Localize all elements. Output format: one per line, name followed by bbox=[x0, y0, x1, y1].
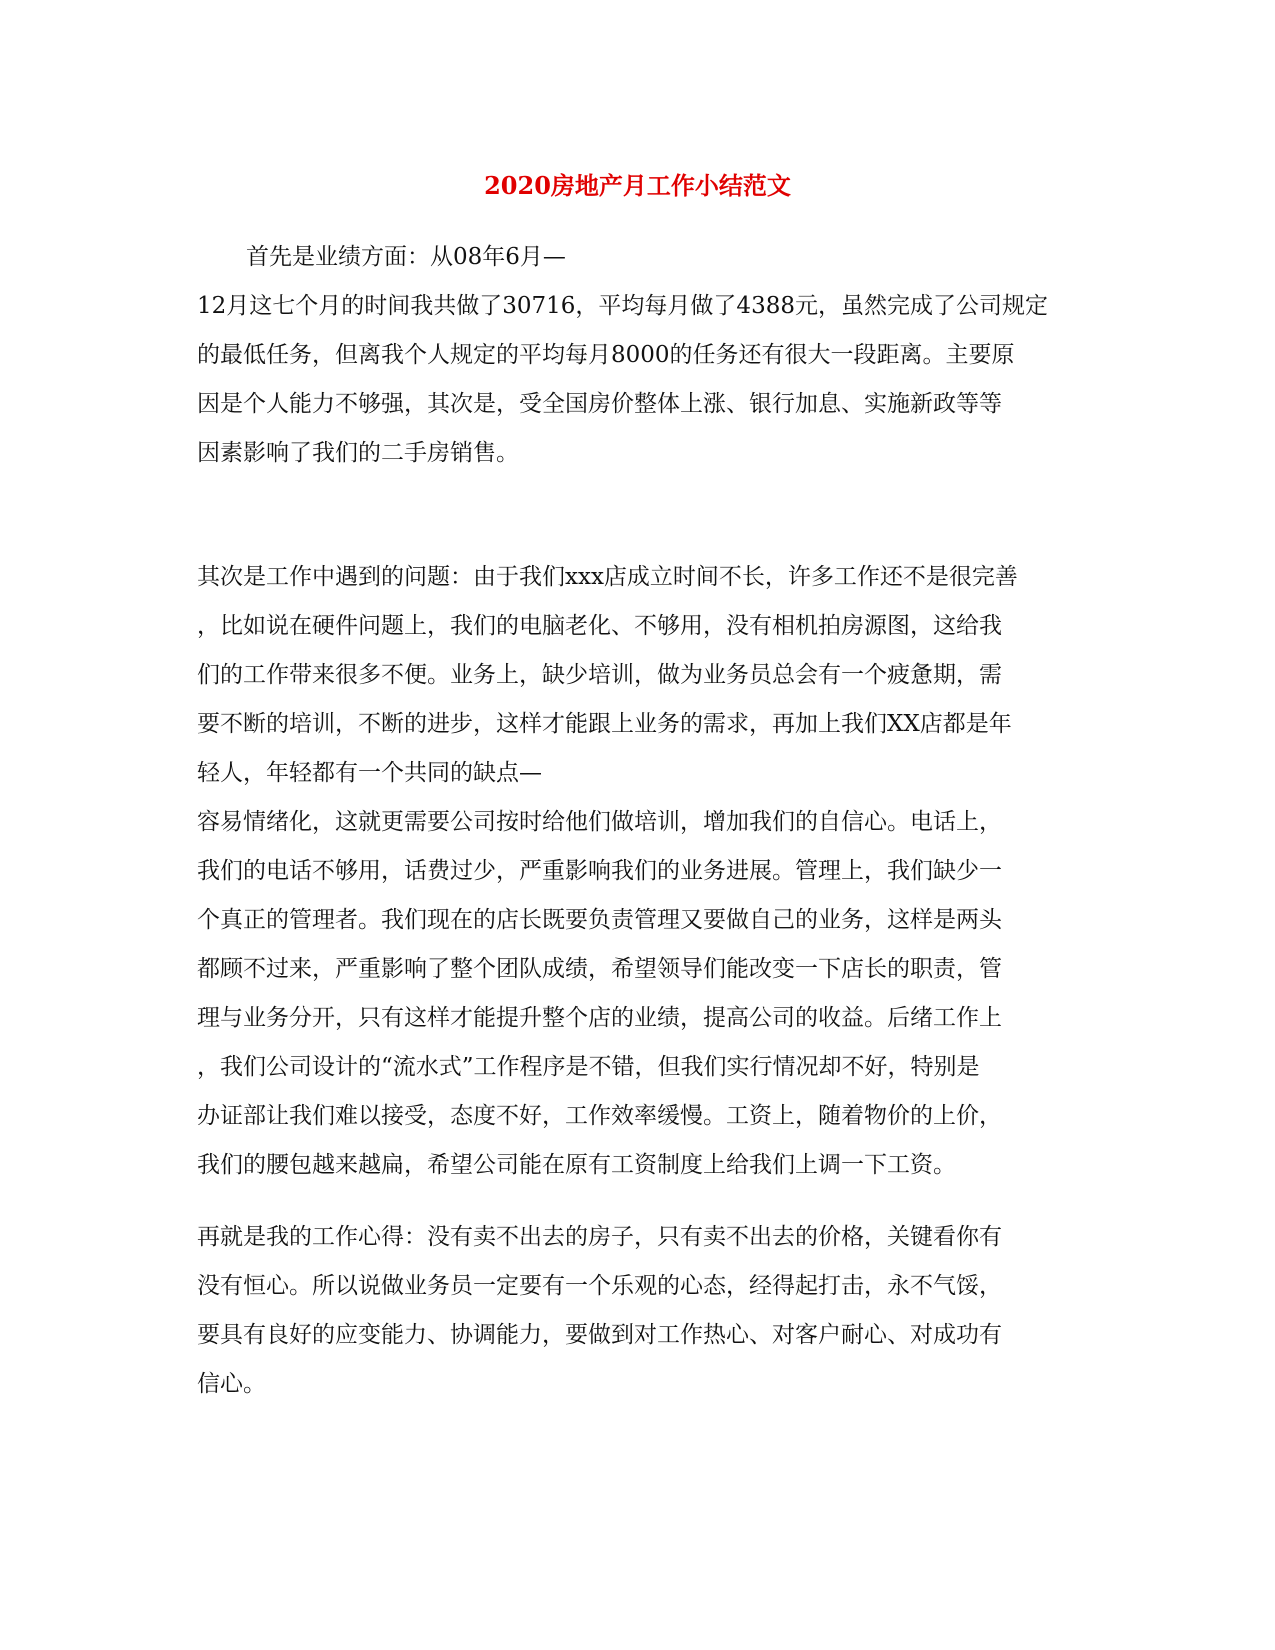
paragraph-line: 们的工作带来很多不便。业务上，缺少培训，做为业务员总会有一个疲惫期，需 bbox=[197, 662, 1002, 688]
paragraph-line: 因素影响了我们的二手房销售。 bbox=[197, 440, 519, 466]
paragraph-line: 我们的腰包越来越扁，希望公司能在原有工资制度上给我们上调一下工资。 bbox=[197, 1152, 956, 1178]
paragraph-line: 因是个人能力不够强，其次是，受全国房价整体上涨、银行加息、实施新政等等 bbox=[197, 391, 1002, 417]
paragraph-line: 其次是工作中遇到的问题：由于我们xxx店成立时间不长，许多工作还不是很完善 bbox=[197, 564, 1018, 590]
paragraph-line: 办证部让我们难以接受，态度不好，工作效率缓慢。工资上，随着物价的上价， bbox=[197, 1103, 1002, 1129]
paragraph-line: 我们的电话不够用，话费过少，严重影响我们的业务进展。管理上，我们缺少一 bbox=[197, 858, 1002, 884]
paragraph-line: 要具有良好的应变能力、协调能力，要做到对工作热心、对客户耐心、对成功有 bbox=[197, 1322, 1002, 1348]
paragraph-line: 12月这七个月的时间我共做了30716，平均每月做了4388元，虽然完成了公司规定 bbox=[197, 293, 1048, 319]
paragraph-line: ，比如说在硬件问题上，我们的电脑老化、不够用，没有相机拍房源图，这给我 bbox=[197, 613, 1002, 639]
paragraph-line: 信心。 bbox=[197, 1371, 266, 1397]
paragraph-line: 的最低任务，但离我个人规定的平均每月8000的任务还有很大一段距离。主要原 bbox=[197, 342, 1015, 368]
paragraph-line: 个真正的管理者。我们现在的店长既要负责管理又要做自己的业务，这样是两头 bbox=[197, 907, 1002, 933]
paragraph-line: 再就是我的工作心得：没有卖不出去的房子，只有卖不出去的价格，关键看你有 bbox=[197, 1224, 1002, 1250]
paragraph-line: 轻人，年轻都有一个共同的缺点— bbox=[197, 760, 542, 786]
paragraph-line: 首先是业绩方面：从08年6月— bbox=[246, 244, 566, 270]
document-title: 2020房地产月工作小结范文 bbox=[484, 171, 791, 200]
paragraph-performance bbox=[197, 233, 1097, 478]
paragraph-line: 容易情绪化，这就更需要公司按时给他们做培训，增加我们的自信心。电话上， bbox=[197, 809, 1002, 835]
paragraph-line: 没有恒心。所以说做业务员一定要有一个乐观的心态，经得起打击，永不气馁， bbox=[197, 1273, 1002, 1299]
paragraph-experience bbox=[197, 1213, 1097, 1409]
paragraph-line: 理与业务分开，只有这样才能提升整个店的业绩，提高公司的收益。后绪工作上 bbox=[197, 1005, 1002, 1031]
paragraph-line: 都顾不过来，严重影响了整个团队成绩，希望领导们能改变一下店长的职责，管 bbox=[197, 956, 1002, 982]
paragraph-problems bbox=[197, 553, 1097, 1190]
paragraph-line: 要不断的培训，不断的进步，这样才能跟上业务的需求，再加上我们XX店都是年 bbox=[197, 711, 1012, 737]
paragraph-line: ，我们公司设计的“流水式”工作程序是不错，但我们实行情况却不好，特别是 bbox=[197, 1054, 980, 1080]
